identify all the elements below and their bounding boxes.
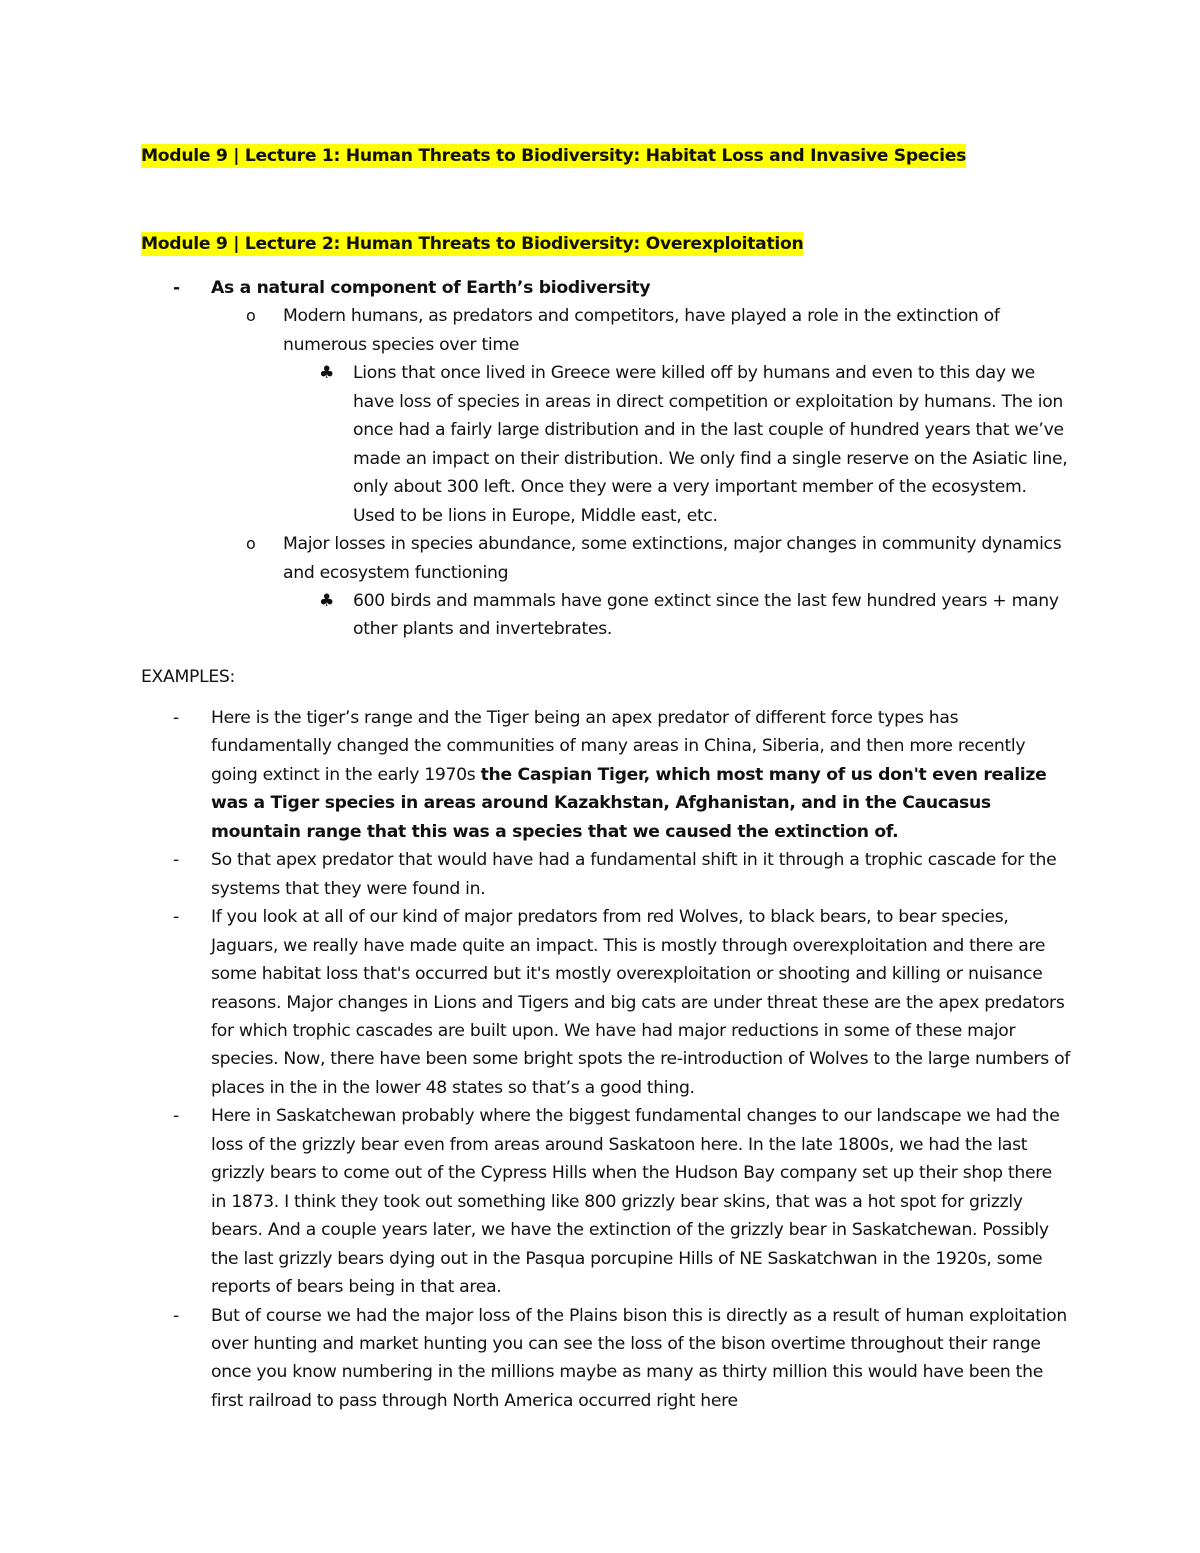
example-text: Here in Saskatchewan probably where the biggest fundamental changes to our landscape we had the loss of the grizzly bear even from areas around Saskatoon here. In the late 1800s, we had the last grizzly bears to come out of the Cypress Hills when the Hudson Bay company set up their shop there in 1873. I think they took out something like 800 grizzly bear skins, that was a hot spot for grizzly bears. And a couple years later, we have the extinction of the grizzly bear in Saskatchewan. Possibly the last grizzly bears dying out in the Pasqua porcupine Hills of NE Saskatchwan in the 1920s, some reports of bears being in that area. (211, 1106, 1060, 1298)
outline-subpoint-text: Major losses in species abundance, some extinctions, major changes in community dynamics and ecosystem functioning (283, 534, 1062, 583)
lecture-2-heading (141, 232, 803, 256)
examples-label: EXAMPLES: (141, 667, 236, 687)
outline-subpoint (246, 302, 1071, 359)
dash-bullet-icon: - (173, 850, 179, 871)
lecture-2-heading-text: Module 9 | Lecture 2: Human Threats to Biodiversity: Overexploitation (141, 234, 804, 254)
example-text: But of course we had the major loss of the Plains bison this is directly as a result of human exploitation over hunting and market hunting you can see the loss of the bison overtime throughout their range once you know numbering in the millions maybe as many as thirty million this would have been the first railroad to pass through North America occurred right here (211, 1305, 1067, 1411)
club-bullet-icon: ♣ (319, 590, 335, 611)
example-item (173, 1302, 1071, 1416)
lecture-1-heading-text: Module 9 | Lecture 1: Human Threats to Biodiversity: Habitat Loss and Invasive Species (141, 146, 966, 166)
example-item (173, 704, 1071, 846)
dash-bullet-icon: - (173, 1106, 179, 1127)
example-text: Here is the tiger’s range and the Tiger being an apex predator of different force types has fundamentally changed the communities of many areas in China, Siberia, and then more recently going extinct in the early 1970s (211, 708, 1026, 785)
example-text-bold: the Caspian Tiger, which most many of us don't even realize was a Tiger species in areas around Kazakhstan, Afghanistan, and in the Caucasus mountain range that this was a species that we caused the extinction of. (211, 764, 1047, 842)
example-item (173, 903, 1071, 1102)
outline-detail (319, 587, 1071, 644)
outline-subpoint-text: Modern humans, as predators and competitors, have played a role in the extinction of numerous species over time (283, 306, 1000, 355)
outline-point-text: As a natural component of Earth’s biodiversity (211, 278, 651, 298)
dash-bullet-icon: - (173, 907, 179, 928)
example-item (173, 846, 1071, 903)
dash-bullet-icon: - (173, 1305, 179, 1326)
lecture-1-heading (141, 144, 966, 168)
dash-bullet-icon: - (173, 708, 179, 728)
dash-bullet-icon: - (173, 278, 180, 298)
examples-list (0, 704, 1200, 1415)
example-text: If you look at all of our kind of major predators from red Wolves, to black bears, to bear species, Jaguars, we really have made quite an impact. This is mostly through overexploitation and there are some habitat loss that's occurred but it's mostly overexploitation or shooting and killing or nuisance reasons. Major changes in Lions and Tigers and big cats are under threat these are the apex predators for which trophic cascades are built upon. We have had major reductions in some of these major species. Now, there have been some bright spots the re-introduction of Wolves to the large numbers of places in the in the lower 48 states so that’s a good thing. (211, 907, 1071, 1098)
outline-point (173, 274, 1071, 302)
outline-subpoint (246, 530, 1071, 587)
outline-section (0, 274, 1200, 644)
example-text: So that apex predator that would have had a fundamental shift in it through a trophic cascade for the systems that they were found in. (211, 850, 1057, 899)
outline-detail-text-continued: . Once they were a very important member of the ecosystem. Used to be lions in Europe, Middle east, etc. (353, 477, 1027, 526)
club-bullet-icon: ♣ (319, 363, 335, 384)
outline-detail-text: 600 birds and mammals have gone extinct since the last few hundred years + many other plants and invertebrates. (353, 590, 1059, 640)
example-item (173, 1102, 1071, 1301)
circle-bullet-icon: o (246, 306, 256, 326)
outline-detail (319, 359, 1071, 530)
outline-detail-text: Lions that once lived in Greece were killed off by humans and even to this day we have loss of species in areas in direct competition or exploitation by humans. The ion once had a fairly large distribution and in the last couple of hundred years that we’ve made an impact on their distribution. We only find a single reserve on the Asiatic line, only about 300 left (353, 363, 1068, 498)
circle-bullet-icon: o (246, 534, 256, 554)
